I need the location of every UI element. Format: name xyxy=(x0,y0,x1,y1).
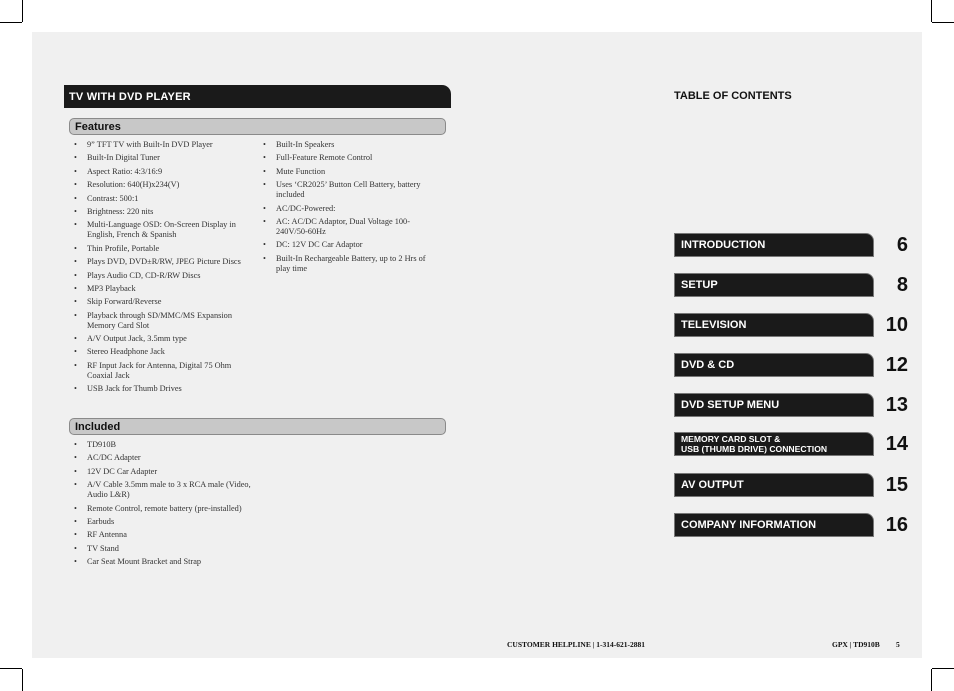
list-item: • Remote Control, remote battery (pre-installed) xyxy=(74,504,254,514)
list-item: • AC/DC-Powered: xyxy=(263,204,438,214)
toc-entry-label: DVD & CD xyxy=(674,353,874,377)
page-number: 5 xyxy=(896,640,900,649)
list-item: • 9” TFT TV with Built-In DVD Player xyxy=(74,140,244,150)
list-item: • Built-In Rechargeable Battery, up to 2 Hrs of play time xyxy=(263,254,438,274)
toc-title: TABLE OF CONTENTS xyxy=(674,90,792,102)
model-label: GPX | TD910B xyxy=(832,640,880,649)
toc-entry-page: 16 xyxy=(885,514,908,536)
customer-helpline: CUSTOMER HELPLINE | 1-314-621-2881 xyxy=(507,640,645,649)
list-item: • AC/DC Adapter xyxy=(74,453,254,463)
crop-mark xyxy=(22,0,23,22)
list-item: • Plays DVD, DVD±R/RW, JPEG Picture Discs xyxy=(74,257,244,267)
list-item: • MP3 Playback xyxy=(74,284,244,294)
list-item: • Contrast: 500:1 xyxy=(74,194,244,204)
toc-entry[interactable] xyxy=(674,473,908,497)
toc-entry-page: 13 xyxy=(885,394,908,416)
toc-entry-label: INTRODUCTION xyxy=(674,233,874,257)
features-list-col2 xyxy=(263,140,438,277)
list-item: • Full-Feature Remote Control xyxy=(263,153,438,163)
toc-entry-label-line: USB (THUMB DRIVE) CONNECTION xyxy=(681,444,828,454)
list-item: • Car Seat Mount Bracket and Strap xyxy=(74,557,254,567)
list-item: • A/V Cable 3.5mm male to 3 x RCA male (Video, Audio L&R) xyxy=(74,480,254,500)
list-item: • Mute Function xyxy=(263,167,438,177)
list-item: • Stereo Headphone Jack xyxy=(74,347,244,357)
toc-entry-page: 8 xyxy=(896,274,908,296)
included-list xyxy=(74,440,254,571)
toc-entry-label-line: MEMORY CARD SLOT & xyxy=(681,434,781,444)
page-spread xyxy=(32,32,922,658)
list-item: • Skip Forward/Reverse xyxy=(74,297,244,307)
crop-mark xyxy=(22,669,23,691)
list-item: • Uses ‘CR2025’ Button Cell Battery, battery included xyxy=(263,180,438,200)
toc-entry-page: 15 xyxy=(885,474,908,496)
list-item: • USB Jack for Thumb Drives xyxy=(74,384,244,394)
list-item: • RF Antenna xyxy=(74,530,254,540)
toc-entry[interactable] xyxy=(674,273,908,297)
list-item: • Multi-Language OSD: On-Screen Display in English, French & Spanish xyxy=(74,220,244,240)
list-item: • AC: AC/DC Adaptor, Dual Voltage 100-240V/50-60Hz xyxy=(263,217,438,237)
toc-entry-label: AV OUTPUT xyxy=(674,473,874,497)
list-item: • TV Stand xyxy=(74,544,254,554)
crop-mark xyxy=(0,22,22,23)
crop-mark xyxy=(931,669,932,691)
list-item: • A/V Output Jack, 3.5mm type xyxy=(74,334,244,344)
list-item: • Earbuds xyxy=(74,517,254,527)
toc-entry-page: 12 xyxy=(885,354,908,376)
toc-entry-page: 14 xyxy=(885,433,908,455)
list-item: • Brightness: 220 nits xyxy=(74,207,244,217)
features-list-col1 xyxy=(74,140,244,398)
list-item: • DC: 12V DC Car Adaptor xyxy=(263,240,438,250)
crop-mark xyxy=(932,668,954,669)
crop-mark xyxy=(931,0,932,22)
toc-entry-page: 10 xyxy=(885,314,908,336)
list-item: • Aspect Ratio: 4:3/16:9 xyxy=(74,167,244,177)
crop-mark xyxy=(0,668,22,669)
toc-entry[interactable] xyxy=(674,513,908,537)
toc-entry-label xyxy=(674,432,874,456)
toc-entry[interactable] xyxy=(674,353,908,377)
toc-entry[interactable] xyxy=(674,393,908,417)
list-item: • 12V DC Car Adapter xyxy=(74,467,254,477)
list-item: • TD910B xyxy=(74,440,254,450)
toc-entry-page: 6 xyxy=(896,234,908,256)
list-item: • RF Input Jack for Antenna, Digital 75 Ohm Coaxial Jack xyxy=(74,361,244,381)
toc-entry[interactable] xyxy=(674,313,908,337)
toc-entry[interactable] xyxy=(674,233,908,257)
section-header: TV WITH DVD PLAYER xyxy=(64,85,451,108)
features-header: Features xyxy=(69,118,446,135)
toc-entry-label: DVD SETUP MENU xyxy=(674,393,874,417)
toc-entry[interactable] xyxy=(674,432,908,456)
list-item: • Built-In Speakers xyxy=(263,140,438,150)
list-item: • Plays Audio CD, CD-R/RW Discs xyxy=(74,271,244,281)
toc-entry-label: TELEVISION xyxy=(674,313,874,337)
toc-entry-label: COMPANY INFORMATION xyxy=(674,513,874,537)
list-item: • Thin Profile, Portable xyxy=(74,244,244,254)
crop-mark xyxy=(932,22,954,23)
list-item: • Built-In Digital Tuner xyxy=(74,153,244,163)
list-item: • Playback through SD/MMC/MS Expansion Memory Card Slot xyxy=(74,311,244,331)
toc-entry-label: SETUP xyxy=(674,273,874,297)
included-header: Included xyxy=(69,418,446,435)
list-item: • Resolution: 640(H)x234(V) xyxy=(74,180,244,190)
